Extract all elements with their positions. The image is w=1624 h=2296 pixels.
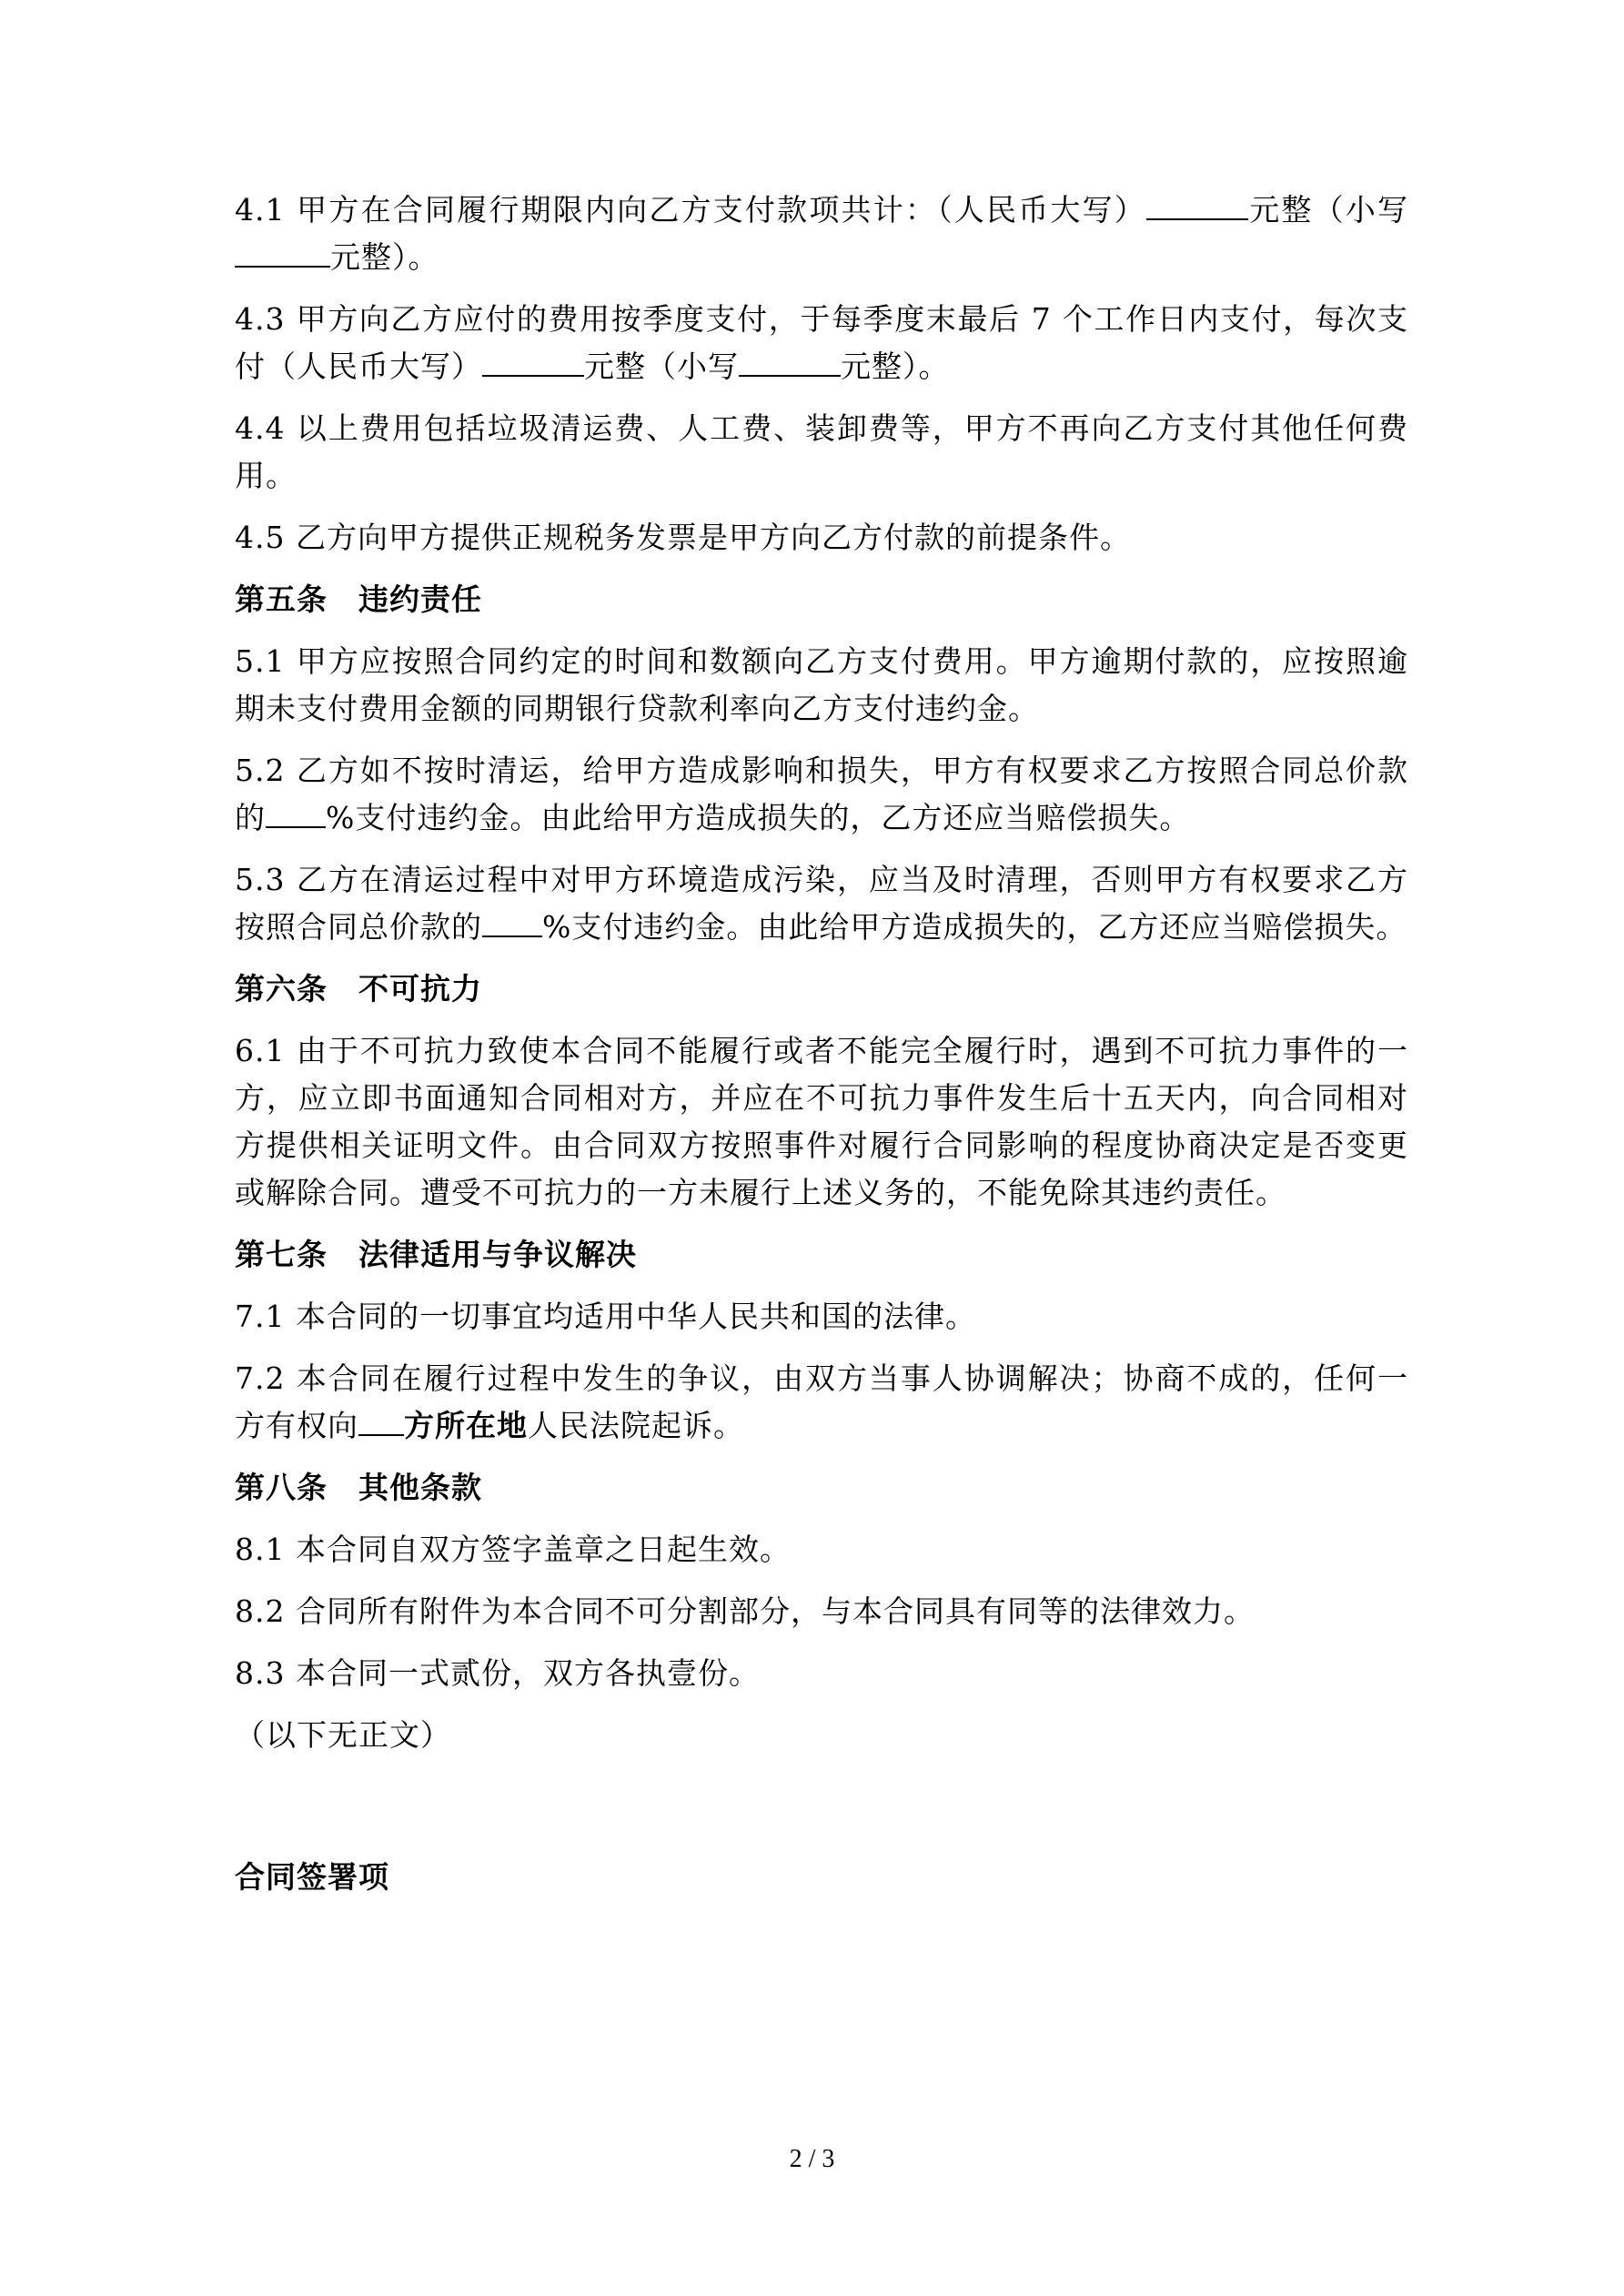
- clause-5-3-suffix: %支付违约金。由此给甲方造成损失的，乙方还应当赔偿损失。: [542, 909, 1407, 945]
- clause-4-5: 4.5 乙方向甲方提供正规税务发票是甲方向乙方付款的前提条件。: [235, 520, 1131, 555]
- article-5-heading: [235, 576, 1408, 623]
- article-7-title: 法律适用与争议解决: [358, 1237, 637, 1272]
- article-6-number: 第六条: [235, 971, 328, 1006]
- clause-4-1-text: 4.1 甲方在合同履行期限内向乙方支付款项共计：（人民币大写）: [235, 192, 1146, 228]
- article-8-number: 第八条: [235, 1470, 328, 1505]
- clause-8-3: 8.3 本合同一式贰份，双方各执壹份。: [235, 1655, 760, 1691]
- clause-4-3: [235, 296, 1408, 390]
- article-6-title: 不可抗力: [358, 971, 482, 1006]
- clause-7-2: [235, 1355, 1408, 1450]
- clause-5-2-suffix: %支付违约金。由此给甲方造成损失的，乙方还应当赔偿损失。: [326, 800, 1191, 835]
- article-8-title: 其他条款: [358, 1470, 482, 1505]
- article-7-number: 第七条: [235, 1237, 328, 1272]
- clause-5-3: [235, 856, 1408, 951]
- blank-amount-numeric: [235, 238, 330, 268]
- clause-7-2-bold: 方所在地: [404, 1408, 528, 1443]
- clause-4-1: [235, 187, 1408, 281]
- signing-title: 合同签署项: [235, 1859, 389, 1895]
- article-5-title: 违约责任: [358, 582, 482, 617]
- clause-4-1-suffix: 元整）。: [330, 239, 439, 275]
- clause-5-3-text: 5.3 乙方在清运过程中对甲方环境造成污染，应当及时清理，否则甲方有权要求乙方按照合同总价款的: [235, 862, 1408, 945]
- clause-8-1: 8.1 本合同自双方签字盖章之日起生效。: [235, 1532, 791, 1567]
- clause-4-3-mid: 元整（小写: [584, 349, 739, 384]
- clause-8-2: 8.2 合同所有附件为本合同不可分割部分，与本合同具有同等的法律效力。: [235, 1593, 1255, 1629]
- clause-4-3-text: 4.3 甲方向乙方应付的费用按季度支付，于每季度末最后 7 个工作日内支付，每次支付（人民币大写）: [235, 301, 1408, 384]
- clause-5-1: 5.1 甲方应按照合同约定的时间和数额向乙方支付费用。甲方逾期付款的，应按照逾期未支付费用金额的同期银行贷款利率向乙方支付违约金。: [235, 643, 1408, 726]
- clause-4-4: 4.4 以上费用包括垃圾清运费、人工费、装卸费等，甲方不再向乙方支付其他任何费用。: [235, 410, 1408, 493]
- article-5-number: 第五条: [235, 582, 328, 617]
- blank-quarterly-numeric: [739, 348, 841, 377]
- blank-penalty-percent: [266, 799, 326, 828]
- spacer: [235, 1774, 1408, 1854]
- article-7-heading: [235, 1231, 1408, 1279]
- clause-5-2-text: 5.2 乙方如不按时清运，给甲方造成影响和损失，甲方有权要求乙方按照合同总价款的: [235, 753, 1408, 835]
- clause-7-2-text: 7.2 本合同在履行过程中发生的争议，由双方当事人协调解决；协商不成的，任何一方有权向: [235, 1360, 1408, 1443]
- article-8-heading: [235, 1464, 1408, 1512]
- end-note: （以下无正文）: [235, 1717, 451, 1753]
- clause-4-3-suffix: 元整）。: [841, 349, 950, 384]
- clause-7-1: 7.1 本合同的一切事宜均适用中华人民共和国的法律。: [235, 1299, 976, 1334]
- blank-pollution-percent: [482, 908, 542, 937]
- clause-4-1-mid: 元整（小写: [1248, 192, 1408, 228]
- page-number: 2 / 3: [789, 2145, 835, 2173]
- blank-amount-uppercase: [1146, 191, 1248, 220]
- blank-quarterly-uppercase: [482, 348, 584, 377]
- contract-page: [235, 187, 1408, 1901]
- clause-5-2: [235, 747, 1408, 842]
- blank-court-party: [358, 1407, 404, 1436]
- clause-6-1: 6.1 由于不可抗力致使本合同不能履行或者不能完全履行时，遇到不可抗力事件的一方，应立即书面通知合同相对方，并应在不可抗力事件发生后十五天内，向合同相对方提供相关证明文件。由合同双方按照事件对履行合同影响的程度协商决定是否变更或解除合同。遭受不可抗力的一方未履行上述义务的，不能免除其违约责任。: [235, 1033, 1408, 1210]
- article-6-heading: [235, 966, 1408, 1013]
- clause-7-2-suffix: 人民法院起诉。: [528, 1408, 744, 1443]
